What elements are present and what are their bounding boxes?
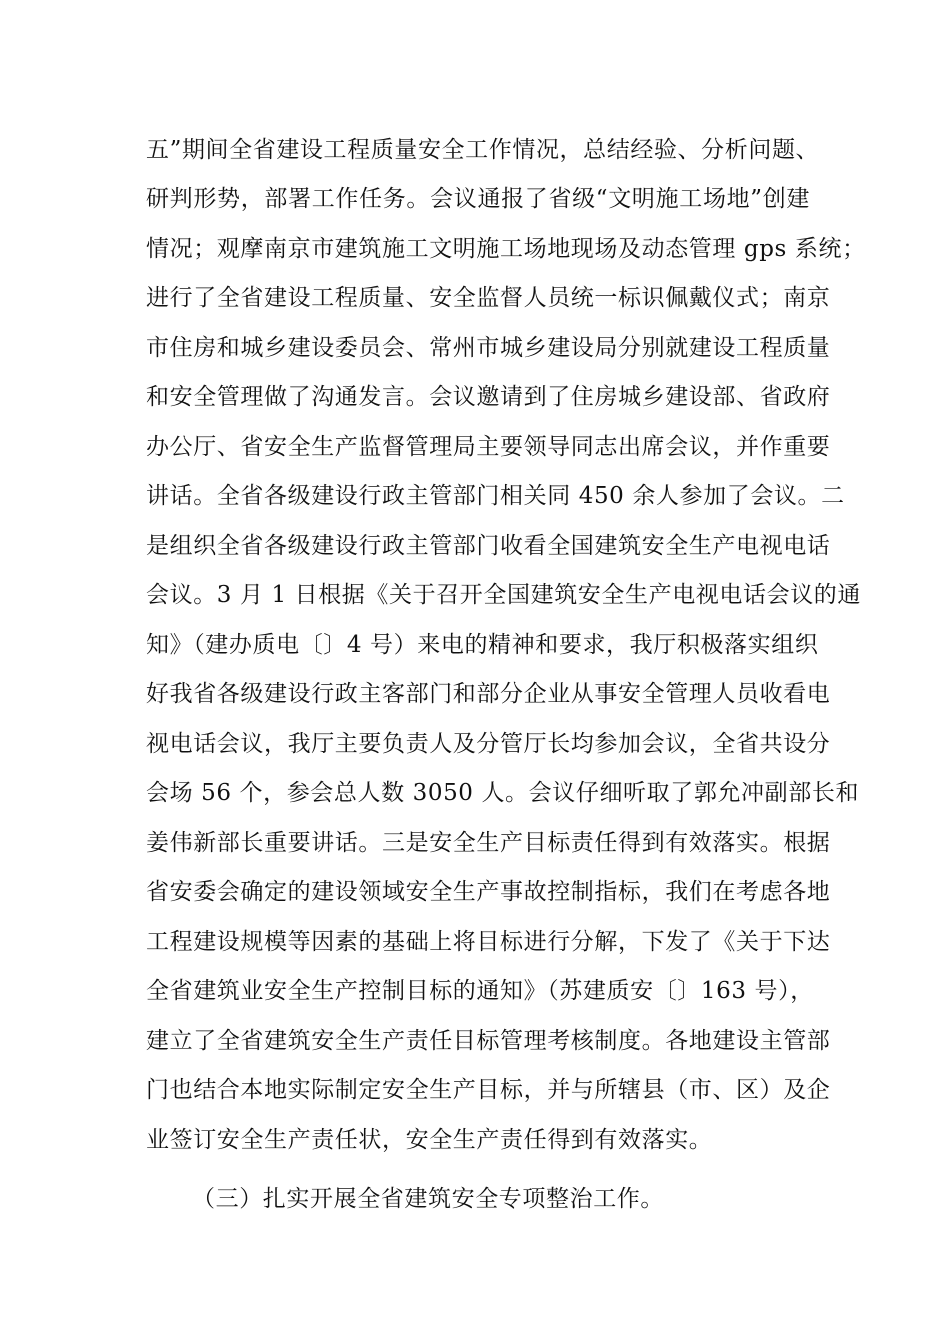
paragraph-line: 和安全管理做了沟通发言。会议邀请到了住房城乡建设部、省政府	[146, 384, 831, 410]
paragraph-line: 情况；观摩南京市建筑施工文明施工场地现场及动态管理 gps 系统；	[146, 236, 866, 262]
paragraph-line: 市住房和城乡建设委员会、常州市城乡建设局分别就建设工程质量	[146, 335, 831, 361]
paragraph-line: 研判形势，部署工作任务。会议通报了省级“文明施工场地”创建	[146, 186, 810, 212]
paragraph-line: 办公厅、省安全生产监督管理局主要领导同志出席会议，并作重要	[146, 434, 831, 460]
paragraph-line: 好我省各级建设行政主客部门和部分企业从事安全管理人员收看电	[146, 681, 831, 707]
section-heading: （三）扎实开展全省建筑安全专项整治工作。	[192, 1186, 664, 1212]
paragraph-line: 会场 56 个，参会总人数 3050 人。会议仔细听取了郭允冲副部长和	[146, 780, 860, 806]
paragraph-line: 讲话。全省各级建设行政主管部门相关同 450 余人参加了会议。二	[146, 483, 845, 509]
paragraph-line: 视电话会议，我厅主要负责人及分管厅长均参加会议，全省共设分	[146, 731, 831, 757]
paragraph-line: 知》（建办质电〔〕4 号）来电的精神和要求，我厅积极落实组织	[146, 632, 819, 658]
paragraph-line: 建立了全省建筑安全生产责任目标管理考核制度。各地建设主管部	[146, 1028, 831, 1054]
paragraph-last-line: 业签订安全生产责任状，安全生产责任得到有效落实。	[146, 1127, 713, 1153]
paragraph-line: 会议。3 月 1 日根据《关于召开全国建筑安全生产电视电话会议的通	[146, 582, 861, 608]
paragraph-line: 全省建筑业安全生产控制目标的通知》（苏建质安〔〕163 号），	[146, 978, 814, 1004]
paragraph-line: 五”期间全省建设工程质量安全工作情况，总结经验、分析问题、	[146, 137, 820, 163]
paragraph-line: 姜伟新部长重要讲话。三是安全生产目标责任得到有效落实。根据	[146, 830, 831, 856]
paragraph-line: 是组织全省各级建设行政主管部门收看全国建筑安全生产电视电话	[146, 533, 831, 559]
paragraph-line: 工程建设规模等因素的基础上将目标进行分解，下发了《关于下达	[146, 929, 831, 955]
paragraph-line: 省安委会确定的建设领域安全生产事故控制指标，我们在考虑各地	[146, 879, 831, 905]
paragraph-line: 进行了全省建设工程质量、安全监督人员统一标识佩戴仪式；南京	[146, 285, 831, 311]
paragraph-line: 门也结合本地实际制定安全生产目标，并与所辖县（市、区）及企	[146, 1077, 831, 1103]
